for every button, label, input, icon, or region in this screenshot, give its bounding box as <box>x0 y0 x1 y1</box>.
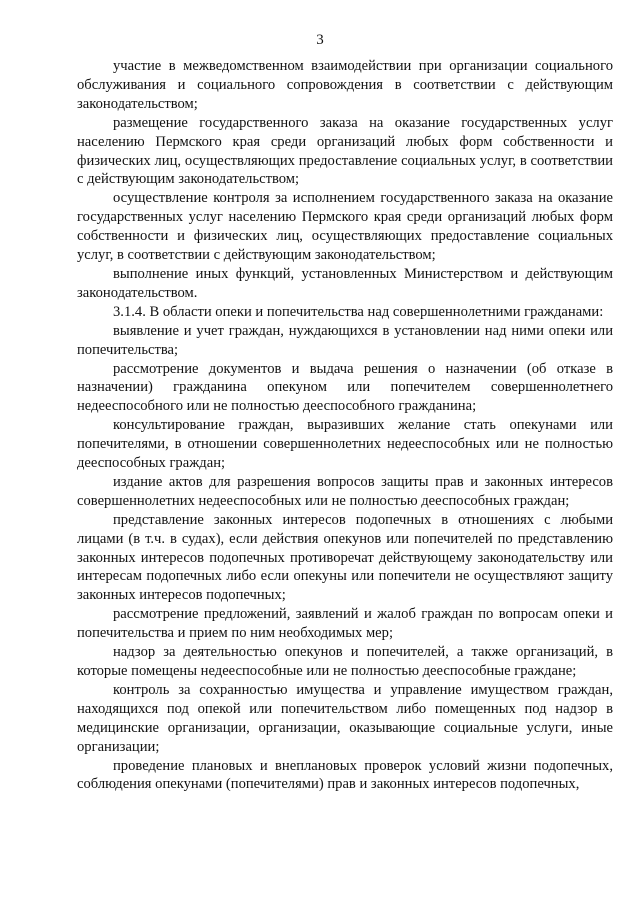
paragraph: размещение государственного заказа на оказание государственных услуг населению Пермского края среди организаций любых форм собственности и физических лиц, осуществляющих предоставление социальных услуг, в соответствии с действующим законодательством; <box>77 114 613 188</box>
paragraph: выявление и учет граждан, нуждающихся в установлении над ними опеки или попечительства; <box>77 322 613 358</box>
paragraph: проведение плановых и внеплановых проверок условий жизни подопечных, соблюдения опекунами (попечителями) прав и законных интересов подопечных, <box>77 757 613 793</box>
paragraph: представление законных интересов подопечных в отношениях с любыми лицами (в т.ч. в судах), если действия опекунов или попечителей по представлению законных интересов подопечных противоречат действующему законодательству или интересам подопечных либо если опекуны или попечители не осуществляют защиту законных интересов подопечных; <box>77 511 613 604</box>
paragraph: консультирование граждан, выразивших желание стать опекунами или попечителями, в отношении совершеннолетних недееспособных или не полностью дееспособных граждан; <box>77 417 613 472</box>
paragraph: участие в межведомственном взаимодействии при организации социального обслуживания и социального сопровождения в соответствии с действующим законодательством; <box>77 58 613 112</box>
paragraph: рассмотрение предложений, заявлений и жалоб граждан по вопросам опеки и попечительства и прием по ним необходимых мер; <box>77 606 613 642</box>
paragraph: осуществление контроля за исполнением государственного заказа на оказание государственных услуг населению Пермского края среди организаций любых форм собственности и физических лиц, осуществляющих предоставление социальных услуг, в соответствии с действующим законодательством; <box>77 190 613 264</box>
paragraph: рассмотрение документов и выдача решения о назначении (об отказе в назначении) гражданина опекуном или попечителем совершеннолетнего недееспособного или не полностью дееспособного гражданина; <box>77 360 613 415</box>
paragraph: выполнение иных функций, установленных Министерством и действующим законодательством. <box>77 265 613 301</box>
section-heading: 3.1.4. В области опеки и попечительства над совершеннолетними гражданами: <box>113 303 604 320</box>
page-number: 3 <box>316 32 324 48</box>
paragraph: издание актов для разрешения вопросов защиты прав и законных интересов совершеннолетних недееспособных или не полностью дееспособных граждан; <box>77 473 613 509</box>
paragraph: контроль за сохранностью имущества и управление имуществом граждан, находящихся под опекой или попечительством либо помещенных под надзор в медицинские организации, организации, оказывающие социальные услуги, иные организации; <box>77 681 613 755</box>
paragraph: надзор за деятельностью опекунов и попечителей, а также организаций, в которые помещены недееспособные или не полностью дееспособные граждане; <box>77 644 613 679</box>
document-body <box>77 57 613 794</box>
